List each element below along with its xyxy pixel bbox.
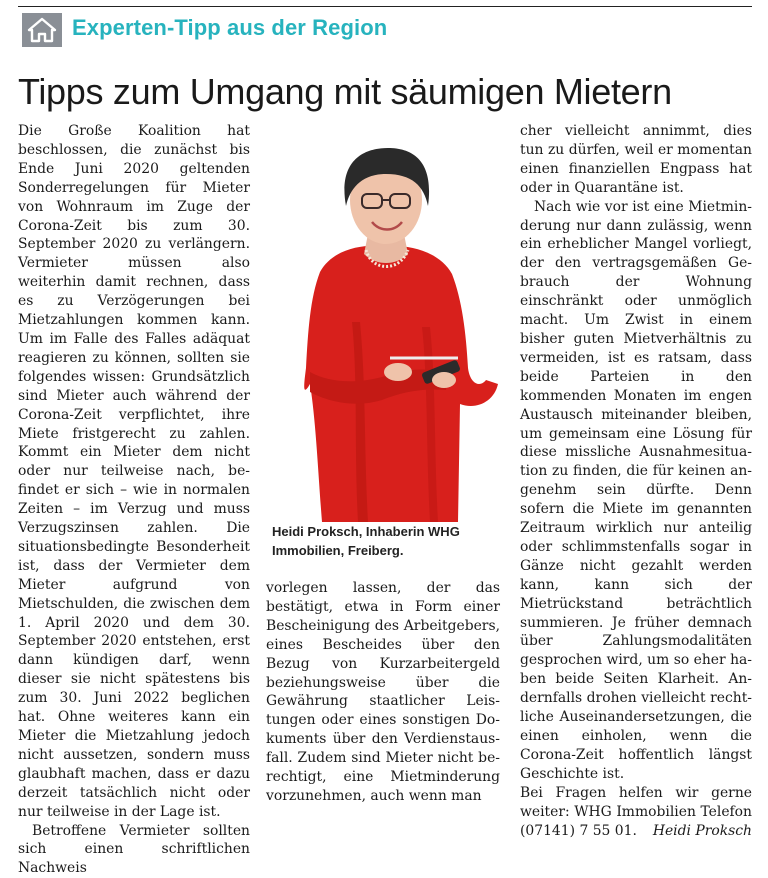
paragraph: vorlegen lassen, der das bestätigt, etwa in Form einer Bescheinigung des Arbeitgebers, eines Bescheides über den Bezug von Kurzarbeitergeld beziehungsweise über die Gewährung staatlicher Leistungen oder eines sonstigen Dokuments über den Verdienstausfall. Zudem sind Mieter nicht berechtigt, eine Mietminderung vorzunehmen, auch wenn man [266,580,500,804]
section-kicker: Experten-Tipp aus der Region [72,15,388,40]
author-signoff: Heidi Proksch [652,822,752,839]
photo-caption: Heidi Proksch, Inhaberin WHG Immobilien, Freiberg. [272,524,460,558]
article-headline: Tipps zum Umgang mit säumigen Mietern [18,71,672,112]
paragraph: Betroffene Vermieter sollten sich einen schriftlichen Nachweis [18,822,250,877]
contact-paragraph [520,784,752,841]
house-icon [22,13,62,47]
portrait-photo [262,122,504,522]
contact-text: Bei Fragen helfen wir gerne weiter: WHG Immobilien Telefon (07141) 7 55 01. [520,784,752,839]
top-rule [18,6,752,7]
paragraph: Nach wie vor ist eine Mietminderung nur dann zulässig, wenn ein erheblicher Mangel vorliegt, der den vertragsgemäßen Gebrauch der Wohnung einschränkt oder unmöglich macht. Um Zwist in einem bisher guten Mietverhältnis zu vermeiden, ist es ratsam, dass beide Parteien in den kommenden Monaten im engen Austausch miteinander bleiben, um gemeinsam eine Lösung für diese missliche Ausnahmesituation zu finden, die für keinen angenehm sein dürfte. Denn sofern die Miete im genannten Zeitraum wirklich nur anteilig oder schlimmstenfalls sogar in Gänze nicht gezahlt werden kann, kann sich der Mietrückstand beträchtlich summieren. Je früher demnach über Zahlungsmodalitäten gesprochen wird, um so eher haben beide Seiten Klarheit. Andernfalls drohen vielleicht rechtliche Auseinandersetzungen, die einen einholen, wenn die Corona-Zeit hoffentlich längst Geschichte ist. [520,198,752,782]
article-column-1 [18,122,250,878]
article-column-2 [266,579,500,806]
paragraph: Die Große Koalition hat beschlossen, die zunächst bis Ende Juni 2020 geltenden Sonderregelungen für Mieter von Wohnraum im Zuge der Corona-Zeit bis zum 30. September 2020 zu verlängern. Vermieter müssen also weiterhin damit rechnen, dass es zu Verzögerungen bei Mietzahlungen kommen kann. Um im Falle des Falles adäquat reagieren zu können, sollten sie folgendes wissen: Grundsätzlich sind Mieter auch während der Corona-Zeit verpflichtet, ihre Miete fristgerecht zu zahlen. Kommt ein Mieter dem nicht oder nur teilweise nach, befindet er sich – wie in normalen Zeiten – im Verzug und muss Verzugszinsen zahlen. Die situationsbedingte Besonderheit ist, dass der Vermieter dem Mieter aufgrund von Mietschulden, die zwischen dem 1. April 2020 und dem 30. September 2020 entstehen, erst dann kündigen darf, wenn dieser sie nicht spätestens bis zum 30. Juni 2022 beglichen hat. Ohne weiteres kann ein Mieter die Mietzahlung jedoch nicht aussetzen, sondern muss glaubhaft machen, dass er dazu derzeit tatsächlich nicht oder nur teilweise in der Lage ist. [18,123,250,820]
article-column-3 [520,122,752,840]
paragraph: cher vielleicht annimmt, dies tun zu dürfen, weil er momentan einen finanziellen Engpass hat oder in Quarantäne ist. [520,123,752,196]
